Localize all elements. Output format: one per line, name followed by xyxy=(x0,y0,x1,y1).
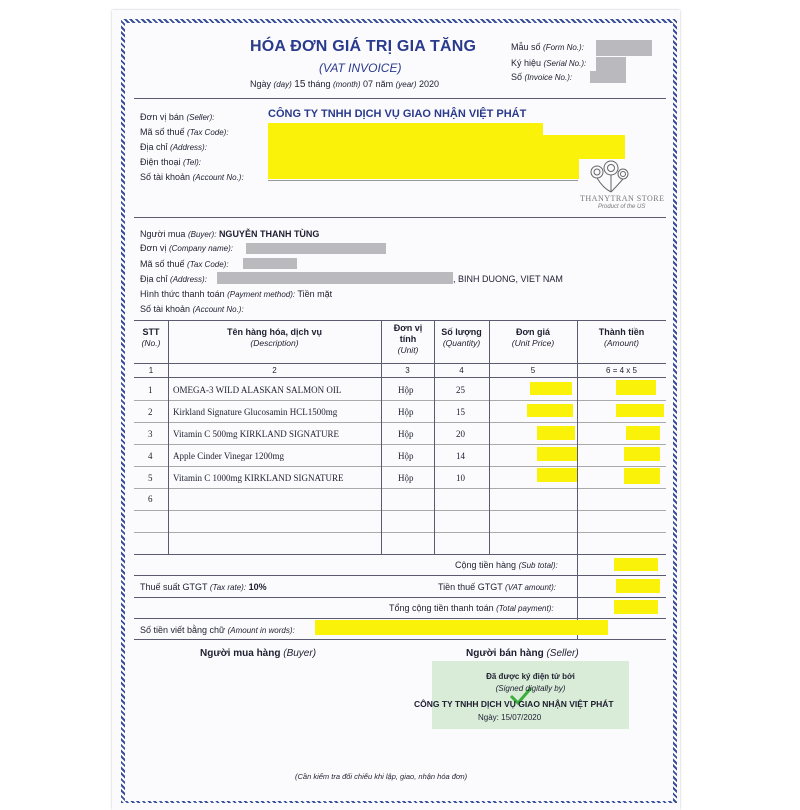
amount-highlight xyxy=(616,380,656,395)
col-num: 6 = 4 x 5 xyxy=(606,366,637,375)
price-highlight xyxy=(537,447,577,461)
subtotal-highlight xyxy=(614,558,658,571)
signed-by-label: Đã được ký điện tử bởi xyxy=(486,672,575,681)
tax-rate: Thuế suất GTGT (Tax rate): 10% xyxy=(140,582,267,592)
amount-highlight xyxy=(626,426,660,440)
seller-phone-highlight xyxy=(268,157,579,179)
col-header-unit-price: Đơn giá (Unit Price) xyxy=(511,327,555,348)
watermark-tagline: Product of the US xyxy=(598,204,646,210)
amount-highlight xyxy=(624,447,660,461)
invoice-no-label: Số (Invoice No.): xyxy=(511,72,573,82)
col-num: 3 xyxy=(405,366,410,375)
col-header-no: STT (No.) xyxy=(141,327,161,348)
buyer-signature-label: Người mua hàng (Buyer) xyxy=(200,648,317,659)
invoice-no-redacted xyxy=(590,71,626,83)
buyer-company-label: Đơn vị (Company name): xyxy=(140,243,233,253)
col-header-description: Tên hàng hóa, dịch vụ (Description) xyxy=(226,327,322,348)
divider xyxy=(134,98,666,99)
invoice-date: Ngày (day) 15 tháng (month) 07 năm (year) 2020 xyxy=(250,79,440,90)
col-num: 5 xyxy=(530,366,536,375)
buyer-address-redacted xyxy=(217,272,453,284)
seller-phone-label: Điện thoại (Tel): xyxy=(140,157,201,167)
total-payment-label: Tổng cộng tiền thanh toán (Total payment): xyxy=(389,603,554,613)
price-highlight xyxy=(537,426,575,440)
signed-company: CÔNG TY TNHH DỊCH VỤ GIAO NHẬN VIỆT PHÁT xyxy=(414,699,614,709)
amount-words-label: Số tiền viết bằng chữ (Amount in words): xyxy=(140,625,295,635)
col-header-amount: Thành tiền (Amount) xyxy=(598,327,645,348)
signed-date: Ngày: 15/07/2020 xyxy=(478,713,542,722)
seller-tax-label: Mã số thuế (Tax Code): xyxy=(140,127,229,137)
price-highlight xyxy=(530,382,572,395)
vat-highlight xyxy=(616,579,660,593)
seller-label: Đơn vị bán (Seller): xyxy=(140,112,215,122)
buyer-company-redacted xyxy=(246,243,386,254)
serial-label: Ký hiệu (Serial No.): xyxy=(511,58,587,68)
buyer-tax-redacted xyxy=(243,258,297,269)
col-header-unit: Đơn vị tính (Unit) xyxy=(393,323,423,355)
payment-method: Hình thức thanh toán (Payment method): Tiền mặt xyxy=(140,289,333,299)
buyer-account-label: Số tài khoản (Account No.): xyxy=(140,304,244,314)
watermark-brand: THANYTRAN STORE xyxy=(580,194,665,203)
buyer-label: Người mua (Buyer): NGUYỄN THANH TÙNG xyxy=(140,229,320,239)
seller-signature-label: Người bán hàng (Seller) xyxy=(466,648,579,659)
buyer-address-label: Địa chỉ (Address): xyxy=(140,274,207,284)
col-num: 1 xyxy=(148,366,154,375)
vat-amount-label: Tiền thuế GTGT (VAT amount): xyxy=(438,582,557,592)
amount-highlight xyxy=(616,404,664,417)
amount-highlight xyxy=(624,468,660,484)
buyer-tax-label: Mã số thuế (Tax Code): xyxy=(140,259,229,269)
signed-by-en: (Signed digitally by) xyxy=(495,684,566,693)
total-highlight xyxy=(614,600,658,614)
seller-account-line xyxy=(268,180,578,181)
price-highlight xyxy=(537,468,577,482)
subtotal-label: Cộng tiền hàng (Sub total): xyxy=(455,560,558,570)
footer-note: (Cần kiểm tra đối chiếu khi lập, giao, nhận hóa đơn) xyxy=(295,772,468,781)
invoice-subtitle: (VAT INVOICE) xyxy=(319,61,402,75)
buyer-address-tail: , BINH DUONG, VIET NAM xyxy=(453,274,563,284)
serial-redacted xyxy=(596,57,626,71)
seller-account-label: Số tài khoản (Account No.): xyxy=(140,172,244,182)
price-highlight xyxy=(527,404,573,417)
invoice-title: HÓA ĐƠN GIÁ TRỊ GIA TĂNG xyxy=(250,38,477,55)
amount-words-highlight xyxy=(315,620,608,635)
form-no-label: Mẫu số (Form No.): xyxy=(511,42,584,52)
col-num: 2 xyxy=(272,366,277,375)
divider xyxy=(134,217,666,218)
seller-address-highlight xyxy=(268,135,625,159)
col-num: 4 xyxy=(459,366,464,375)
seller-name: CÔNG TY TNHH DỊCH VỤ GIAO NHẬN VIỆT PHÁT xyxy=(268,108,527,120)
seller-address-label: Địa chỉ (Address): xyxy=(140,142,207,152)
rose-logo-icon xyxy=(585,158,635,194)
form-no-redacted xyxy=(596,40,652,56)
col-header-quantity: Số lượng (Quantity) xyxy=(441,327,482,348)
buyer-name: NGUYỄN THANH TÙNG xyxy=(218,229,320,239)
